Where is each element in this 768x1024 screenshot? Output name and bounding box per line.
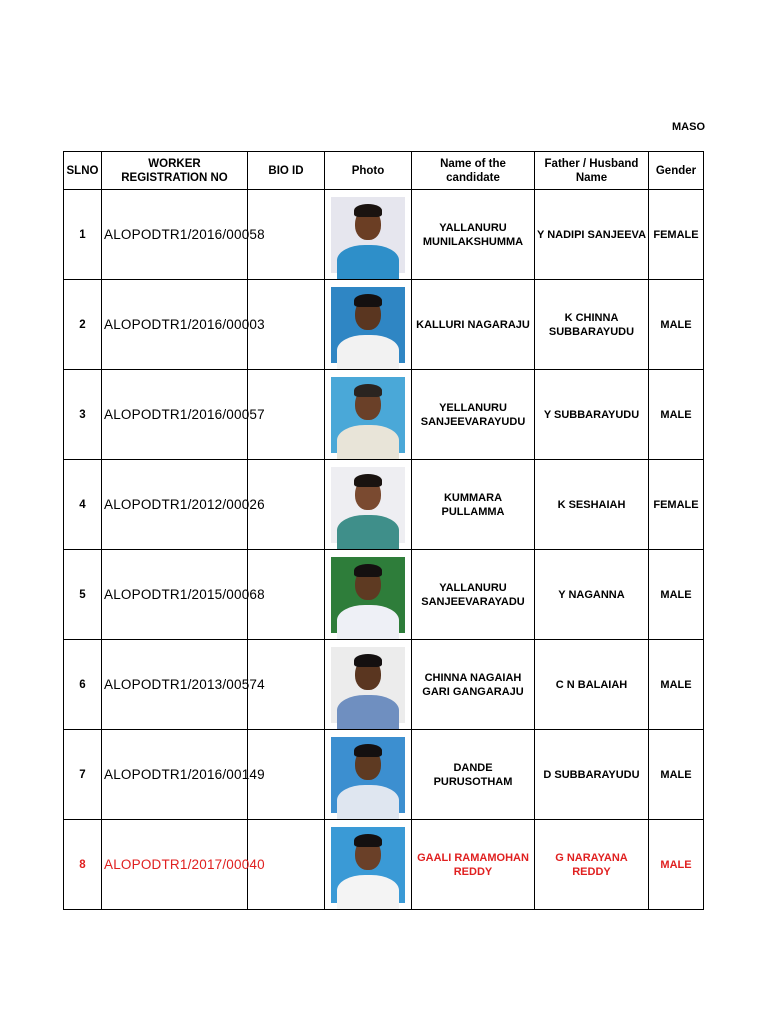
table-body [64,190,704,910]
cell-candidate-name: YALLANURU MUNILAKSHUMMA [412,190,535,280]
table-row [64,370,704,460]
cell-registration-no: ALOPODTR1/2013/00574 [102,640,248,730]
table-row [64,820,704,910]
table-row [64,550,704,640]
cell-candidate-name: YALLANURU SANJEEVARAYADU [412,550,535,640]
cell-slno: 6 [64,640,102,730]
cell-photo [325,190,412,280]
cell-slno: 4 [64,460,102,550]
header-photo: Photo [325,152,412,190]
cell-slno: 3 [64,370,102,460]
cell-photo [325,370,412,460]
cell-candidate-name: YELLANURU SANJEEVARAYUDU [412,370,535,460]
cell-photo [325,550,412,640]
cell-slno: 2 [64,280,102,370]
cell-registration-no: ALOPODTR1/2016/00058 [102,190,248,280]
photo-body-shape [337,245,399,279]
cell-slno: 8 [64,820,102,910]
candidate-photo [331,197,405,273]
candidate-photo [331,287,405,363]
page-title: MASO [672,121,705,133]
photo-hair-shape [354,744,382,757]
header-registration-no: WORKER REGISTRATION NO [102,152,248,190]
photo-hair-shape [354,564,382,577]
cell-gender: FEMALE [649,460,704,550]
header-bio-id: BIO ID [248,152,325,190]
photo-hair-shape [354,204,382,217]
candidate-photo [331,647,405,723]
table-row [64,280,704,370]
table-row [64,730,704,820]
cell-registration-no: ALOPODTR1/2016/00003 [102,280,248,370]
cell-slno: 1 [64,190,102,280]
cell-gender: MALE [649,820,704,910]
candidate-photo [331,827,405,903]
cell-registration-no: ALOPODTR1/2015/00068 [102,550,248,640]
photo-body-shape [337,785,399,819]
cell-photo [325,640,412,730]
header-gender: Gender [649,152,704,190]
header-father-husband-name: Father / Husband Name [535,152,649,190]
cell-candidate-name: KALLURI NAGARAJU [412,280,535,370]
cell-father-husband-name: Y NAGANNA [535,550,649,640]
photo-body-shape [337,425,399,459]
photo-hair-shape [354,474,382,487]
cell-gender: MALE [649,280,704,370]
cell-gender: MALE [649,370,704,460]
cell-candidate-name: CHINNA NAGAIAH GARI GANGARAJU [412,640,535,730]
worker-table [63,151,704,910]
photo-body-shape [337,695,399,729]
photo-body-shape [337,335,399,369]
table-row [64,460,704,550]
cell-father-husband-name: C N BALAIAH [535,640,649,730]
photo-hair-shape [354,294,382,307]
candidate-photo [331,737,405,813]
table-header-row [64,152,704,190]
cell-photo [325,730,412,820]
cell-father-husband-name: Y SUBBARAYUDU [535,370,649,460]
cell-father-husband-name: Y NADIPI SANJEEVA [535,190,649,280]
cell-registration-no: ALOPODTR1/2017/00040 [102,820,248,910]
cell-photo [325,460,412,550]
cell-father-husband-name: D SUBBARAYUDU [535,730,649,820]
cell-gender: MALE [649,730,704,820]
cell-candidate-name: DANDE PURUSOTHAM [412,730,535,820]
cell-photo [325,820,412,910]
table-row [64,190,704,280]
cell-gender: FEMALE [649,190,704,280]
photo-hair-shape [354,834,382,847]
candidate-photo [331,377,405,453]
cell-candidate-name: GAALI RAMAMOHAN REDDY [412,820,535,910]
header-slno: SLNO [64,152,102,190]
candidate-photo [331,557,405,633]
photo-hair-shape [354,384,382,397]
cell-photo [325,280,412,370]
cell-slno: 5 [64,550,102,640]
candidate-photo [331,467,405,543]
cell-gender: MALE [649,640,704,730]
cell-registration-no: ALOPODTR1/2012/00026 [102,460,248,550]
cell-slno: 7 [64,730,102,820]
photo-body-shape [337,875,399,909]
cell-registration-no: ALOPODTR1/2016/00057 [102,370,248,460]
table-row [64,640,704,730]
cell-father-husband-name: K SESHAIAH [535,460,649,550]
photo-hair-shape [354,654,382,667]
cell-father-husband-name: G NARAYANA REDDY [535,820,649,910]
cell-registration-no: ALOPODTR1/2016/00149 [102,730,248,820]
photo-body-shape [337,605,399,639]
photo-body-shape [337,515,399,549]
cell-gender: MALE [649,550,704,640]
cell-candidate-name: KUMMARA PULLAMMA [412,460,535,550]
header-candidate-name: Name of the candidate [412,152,535,190]
cell-father-husband-name: K CHINNA SUBBARAYUDU [535,280,649,370]
